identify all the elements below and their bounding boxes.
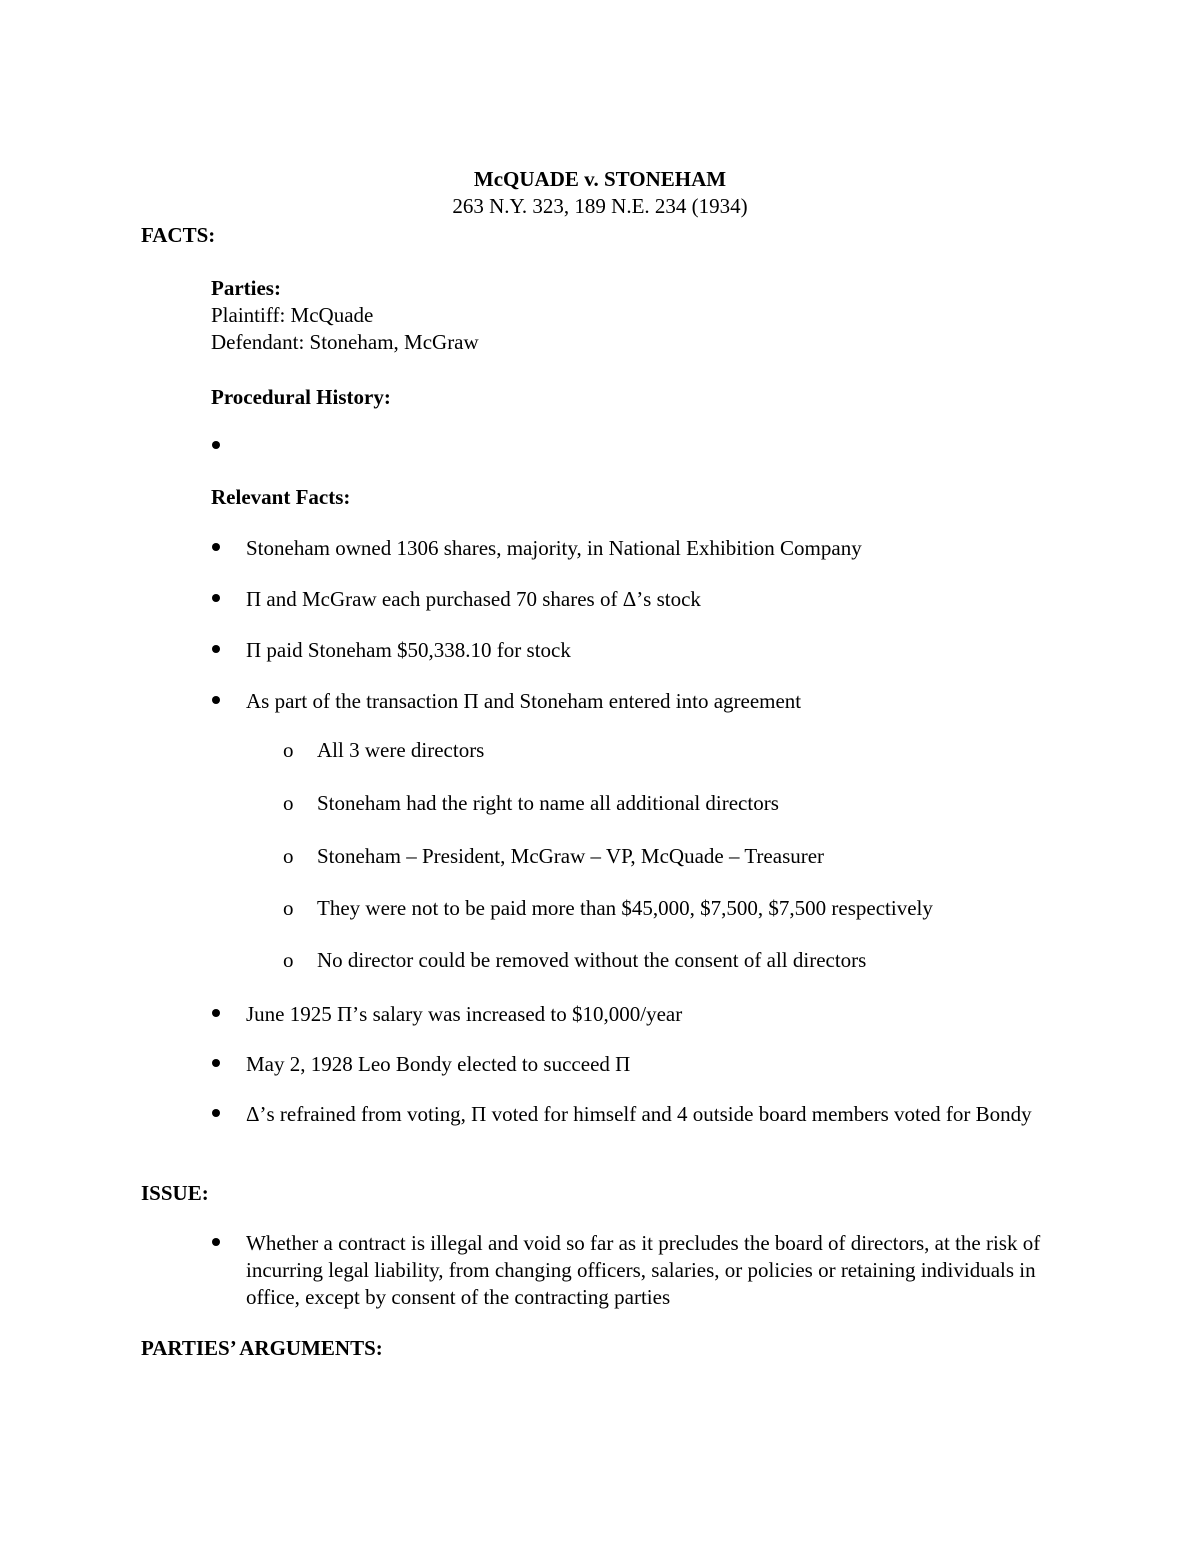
procedural-history-heading: Procedural History: <box>211 385 391 409</box>
fact-item: May 2, 1928 Leo Bondy elected to succeed Π <box>246 1052 631 1076</box>
sub-bullet-icon: o <box>283 844 294 868</box>
bullet-icon <box>212 543 220 551</box>
plaintiff-line: Plaintiff: McQuade <box>211 303 374 327</box>
sub-fact-item: Stoneham had the right to name all additional directors <box>317 791 779 815</box>
parties-heading: Parties: <box>211 276 281 300</box>
facts-heading: FACTS: <box>141 223 216 247</box>
defendant-line: Defendant: Stoneham, McGraw <box>211 330 479 354</box>
bullet-icon <box>212 1238 220 1246</box>
sub-bullet-icon: o <box>283 896 294 920</box>
bullet-icon <box>212 1109 220 1117</box>
bullet-icon <box>212 645 220 653</box>
fact-item: Δ’s refrained from voting, Π voted for himself and 4 outside board members voted for Bondy <box>246 1102 1032 1126</box>
sub-bullet-icon: o <box>283 791 294 815</box>
arguments-heading: PARTIES’ ARGUMENTS: <box>141 1336 383 1360</box>
bullet-icon <box>212 594 220 602</box>
bullet-icon <box>212 696 220 704</box>
sub-fact-item: They were not to be paid more than $45,000, $7,500, $7,500 respectively <box>317 896 933 920</box>
fact-item: Π paid Stoneham $50,338.10 for stock <box>246 638 571 662</box>
bullet-icon <box>212 441 220 449</box>
sub-bullet-icon: o <box>283 738 294 762</box>
case-citation: 263 N.Y. 323, 189 N.E. 234 (1934) <box>452 194 748 218</box>
fact-item: As part of the transaction Π and Stoneham entered into agreement <box>246 689 802 713</box>
bullet-icon <box>212 1059 220 1067</box>
fact-item: Stoneham owned 1306 shares, majority, in National Exhibition Company <box>246 536 862 560</box>
relevant-facts-heading: Relevant Facts: <box>211 485 351 509</box>
sub-fact-item: All 3 were directors <box>317 738 485 762</box>
case-title: McQUADE v. STONEHAM <box>473 167 727 191</box>
issue-item: Whether a contract is illegal and void so far as it precludes the board of directors, at the risk of incurring legal liability, from changing officers, salaries, or policies or retaining individuals in office, except by consent of the contracting parties <box>246 1231 1041 1309</box>
issue-heading: ISSUE: <box>141 1181 209 1205</box>
sub-fact-item: No director could be removed without the consent of all directors <box>317 948 867 972</box>
sub-fact-item: Stoneham – President, McGraw – VP, McQuade – Treasurer <box>317 844 825 868</box>
fact-item: June 1925 Π’s salary was increased to $10,000/year <box>246 1002 683 1026</box>
fact-item: Π and McGraw each purchased 70 shares of Δ’s stock <box>246 587 701 611</box>
sub-bullet-icon: o <box>283 948 294 972</box>
bullet-icon <box>212 1009 220 1017</box>
